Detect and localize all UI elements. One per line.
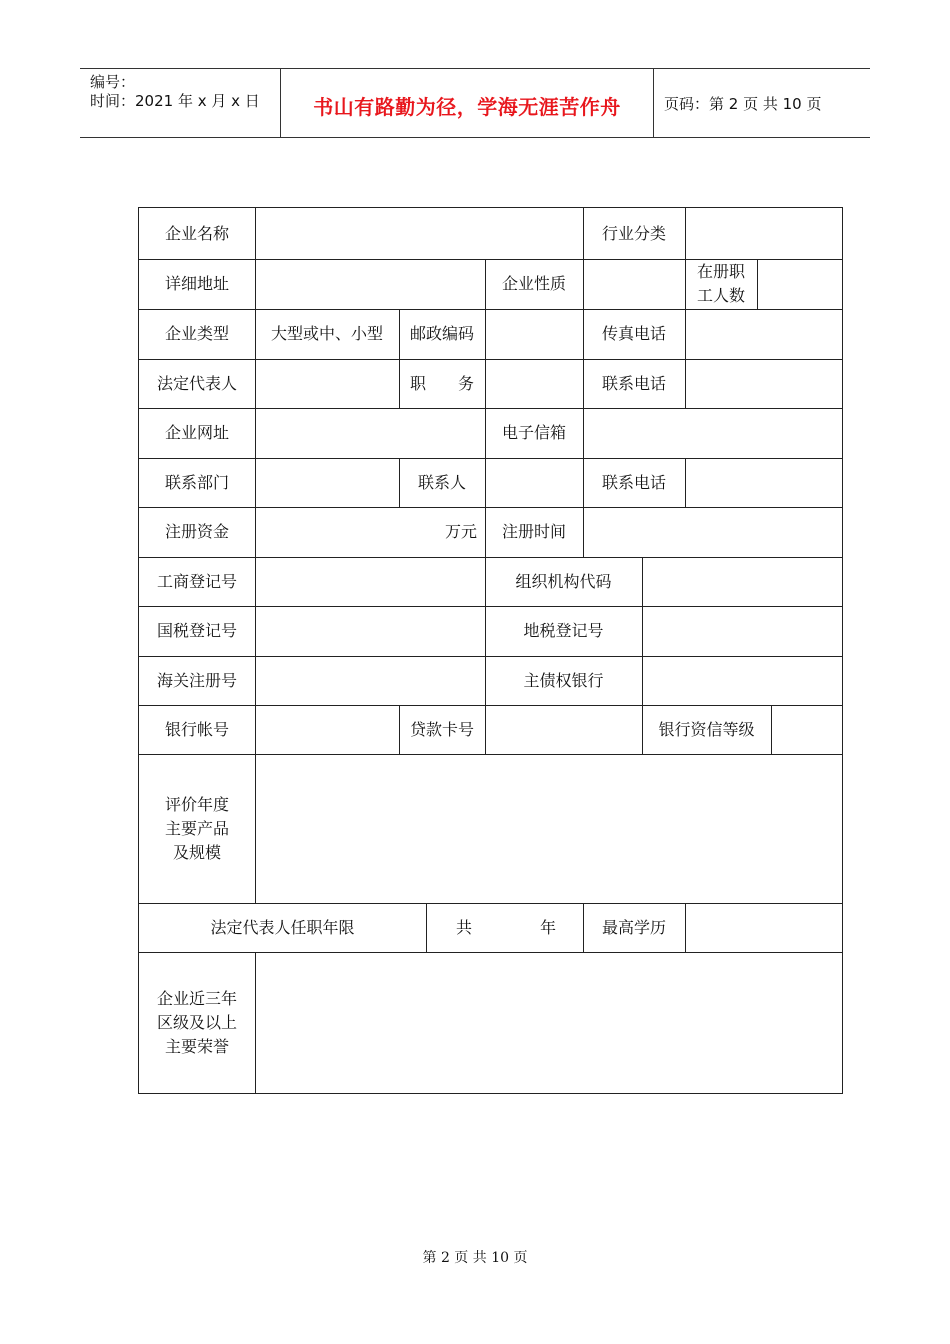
input-email[interactable] <box>584 408 842 458</box>
label-postcode: 邮政编码 <box>409 324 474 343</box>
enterprise-info-form <box>138 207 843 1094</box>
label-staff-count <box>685 259 757 309</box>
label-local-tax: 地税登记号 <box>523 621 604 640</box>
label-credit-level: 银行资信等级 <box>658 719 755 739</box>
label-type: 企业类型 <box>164 324 229 343</box>
input-biz-reg[interactable] <box>256 557 485 606</box>
input-address[interactable] <box>256 259 485 309</box>
input-bank-account[interactable] <box>256 705 399 754</box>
label-nature: 企业性质 <box>501 274 566 293</box>
input-position[interactable] <box>486 359 583 408</box>
input-honors[interactable] <box>256 952 842 1093</box>
label-fax: 传真电话 <box>601 324 666 343</box>
input-staff-count[interactable] <box>758 259 842 309</box>
label-legal-rep: 法定代表人 <box>156 373 237 393</box>
label-contact-dept: 联系部门 <box>164 472 229 492</box>
staff-label-line2: 工人数 <box>696 286 745 305</box>
label-tenure: 法定代表人任职年限 <box>210 917 355 937</box>
label-loan-card: 贷款卡号 <box>409 719 474 739</box>
input-industry[interactable] <box>686 208 842 259</box>
label-honors <box>139 952 255 1093</box>
products-label-line1: 评价年度 <box>164 794 229 814</box>
input-org-code[interactable] <box>643 557 842 606</box>
header-motto-cell <box>281 69 654 137</box>
time-label: 时间：2021 年 x 月 x 日 <box>90 92 260 110</box>
honors-label-line1: 企业近三年 <box>156 988 237 1008</box>
label-phone: 联系电话 <box>601 373 666 393</box>
input-contact-dept[interactable] <box>256 458 399 507</box>
input-credit-level[interactable] <box>772 705 842 754</box>
label-customs: 海关注册号 <box>156 670 237 690</box>
label-industry: 行业分类 <box>601 223 666 243</box>
label-products <box>139 754 255 903</box>
capital-unit[interactable]: 万元 <box>444 522 477 541</box>
input-company-name[interactable] <box>256 208 583 259</box>
label-education: 最高学历 <box>601 917 666 937</box>
header-page-cell <box>654 69 870 137</box>
label-org-code: 组织机构代码 <box>515 571 612 591</box>
products-label-line2: 主要产品 <box>164 818 229 838</box>
input-loan-card[interactable] <box>486 705 642 754</box>
input-legal-rep[interactable] <box>256 359 399 408</box>
input-education[interactable] <box>686 903 842 952</box>
staff-label-line1: 在册职 <box>696 262 745 281</box>
label-address: 详细地址 <box>164 274 229 293</box>
honors-label-line2: 区级及以上 <box>156 1012 237 1032</box>
label-contact-phone: 联系电话 <box>601 472 666 492</box>
input-postcode[interactable] <box>486 309 583 359</box>
motto: 书山有路勤为径，学海无涯苦作舟 <box>313 95 621 119</box>
number-label: 编号： <box>90 73 136 91</box>
label-email: 电子信箱 <box>501 423 566 442</box>
tenure-total-label: 共 <box>456 917 473 937</box>
label-reg-time: 注册时间 <box>501 522 566 541</box>
page-footer: 第 2 页 共 10 页 <box>422 1250 528 1266</box>
input-website[interactable] <box>256 408 485 458</box>
label-national-tax: 国税登记号 <box>156 621 237 640</box>
input-nature[interactable] <box>584 259 685 309</box>
honors-label-line3: 主要荣誉 <box>164 1036 229 1056</box>
input-customs[interactable] <box>256 656 485 705</box>
input-phone[interactable] <box>686 359 842 408</box>
label-contact-person: 联系人 <box>417 472 466 492</box>
input-local-tax[interactable] <box>643 606 842 656</box>
input-reg-time[interactable] <box>584 507 842 557</box>
input-contact-phone[interactable] <box>686 458 842 507</box>
label-capital: 注册资金 <box>164 522 229 541</box>
document-header <box>80 68 870 138</box>
label-website: 企业网址 <box>164 423 229 442</box>
label-biz-reg: 工商登记号 <box>156 571 237 591</box>
input-products[interactable] <box>256 754 842 903</box>
label-bank-account: 银行帐号 <box>164 719 229 739</box>
tenure-year-label: 年 <box>540 917 557 937</box>
label-main-bank: 主债权银行 <box>523 670 604 690</box>
tenure-total[interactable] <box>426 903 583 952</box>
input-national-tax[interactable] <box>256 606 485 656</box>
input-contact-person[interactable] <box>486 458 583 507</box>
label-company-name: 企业名称 <box>164 223 229 243</box>
header-meta-cell <box>80 69 281 137</box>
page-info: 页码：第 2 页 共 10 页 <box>664 95 822 113</box>
products-label-line3: 及规模 <box>172 842 221 862</box>
type-value[interactable]: 大型或中、小型 <box>270 324 383 343</box>
input-main-bank[interactable] <box>643 656 842 705</box>
input-fax[interactable] <box>686 309 842 359</box>
label-position: 职 务 <box>409 373 474 393</box>
